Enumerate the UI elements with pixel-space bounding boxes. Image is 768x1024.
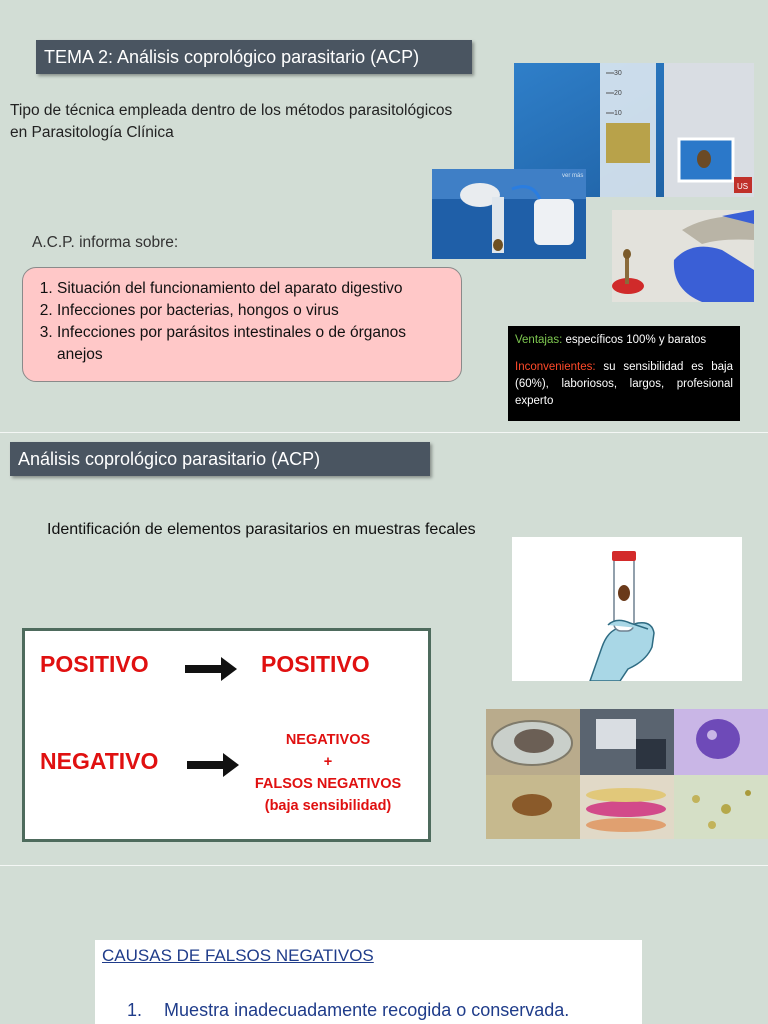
wash-bottle-photo-graphic [432, 169, 586, 259]
microscopy-collage [486, 709, 768, 839]
positivo-negativo-box [22, 628, 431, 842]
specimen-tube-illustration [512, 537, 742, 681]
cylinder-tick: 20 [614, 90, 622, 97]
negativo-result: NEGATIVOS + FALSOS NEGATIVOS (baja sensibilidad) [254, 732, 402, 814]
intro-text: Tipo de técnica empleada dentro de los métodos parasitológicos en Parasitología Clínica [10, 102, 453, 141]
gloved-hand-photo-graphic [612, 210, 754, 302]
wash-bottle-photo [432, 169, 586, 259]
list-item: 3. Infecciones por parásitos intestinales o de órganos anejos [57, 322, 449, 366]
informa-label: A.C.P. informa sobre: [32, 234, 179, 251]
ventajas-inconvenientes-box: Ventajas: específicos 100% y baratos Inconvenientes: su sensibilidad es baja (60%), laboriosos, largos, profesional experto [508, 326, 740, 421]
arrow-icon [185, 657, 239, 681]
list-item: 2. Infecciones por bacterias, hongos o virus [57, 300, 449, 322]
slide-2 [0, 433, 768, 865]
list-item: 1. Situación del funcionamiento del aparato digestivo [57, 278, 449, 300]
gloved-hand-photo [612, 210, 754, 302]
causas-heading: CAUSAS DE FALSOS NEGATIVOS [102, 946, 374, 965]
microscopy-collage-graphic [486, 709, 768, 839]
positivo-left: POSITIVO [40, 651, 149, 677]
causas-box [95, 940, 642, 1024]
causas-item: 1. Muestra inadecuadamente recogida o conservada. [127, 1000, 570, 1020]
inconvenientes-label: Inconvenientes: [515, 361, 596, 373]
informa-list [35, 278, 449, 366]
slide-2-title: Análisis coprológico parasitario (ACP) [10, 442, 430, 476]
photo-caption: ver más [562, 173, 584, 179]
cylinder-tick: 30 [614, 70, 622, 77]
slide-1-title: TEMA 2: Análisis coprológico parasitario (ACP) [36, 40, 472, 74]
slide-1 [0, 0, 768, 432]
arrow-icon [187, 753, 241, 777]
positivo-right: POSITIVO [261, 651, 370, 677]
ventajas-label: Ventajas: [515, 334, 563, 346]
negativo-left: NEGATIVO [40, 748, 159, 774]
specimen-tube-graphic [512, 537, 742, 681]
cylinder-tick: 10 [614, 110, 622, 117]
informa-list-box [22, 267, 462, 382]
slide-3 [0, 866, 768, 1024]
photo-badge: US [737, 182, 749, 191]
slide-2-subtitle: Identificación de elementos parasitarios en muestras fecales [47, 521, 476, 538]
